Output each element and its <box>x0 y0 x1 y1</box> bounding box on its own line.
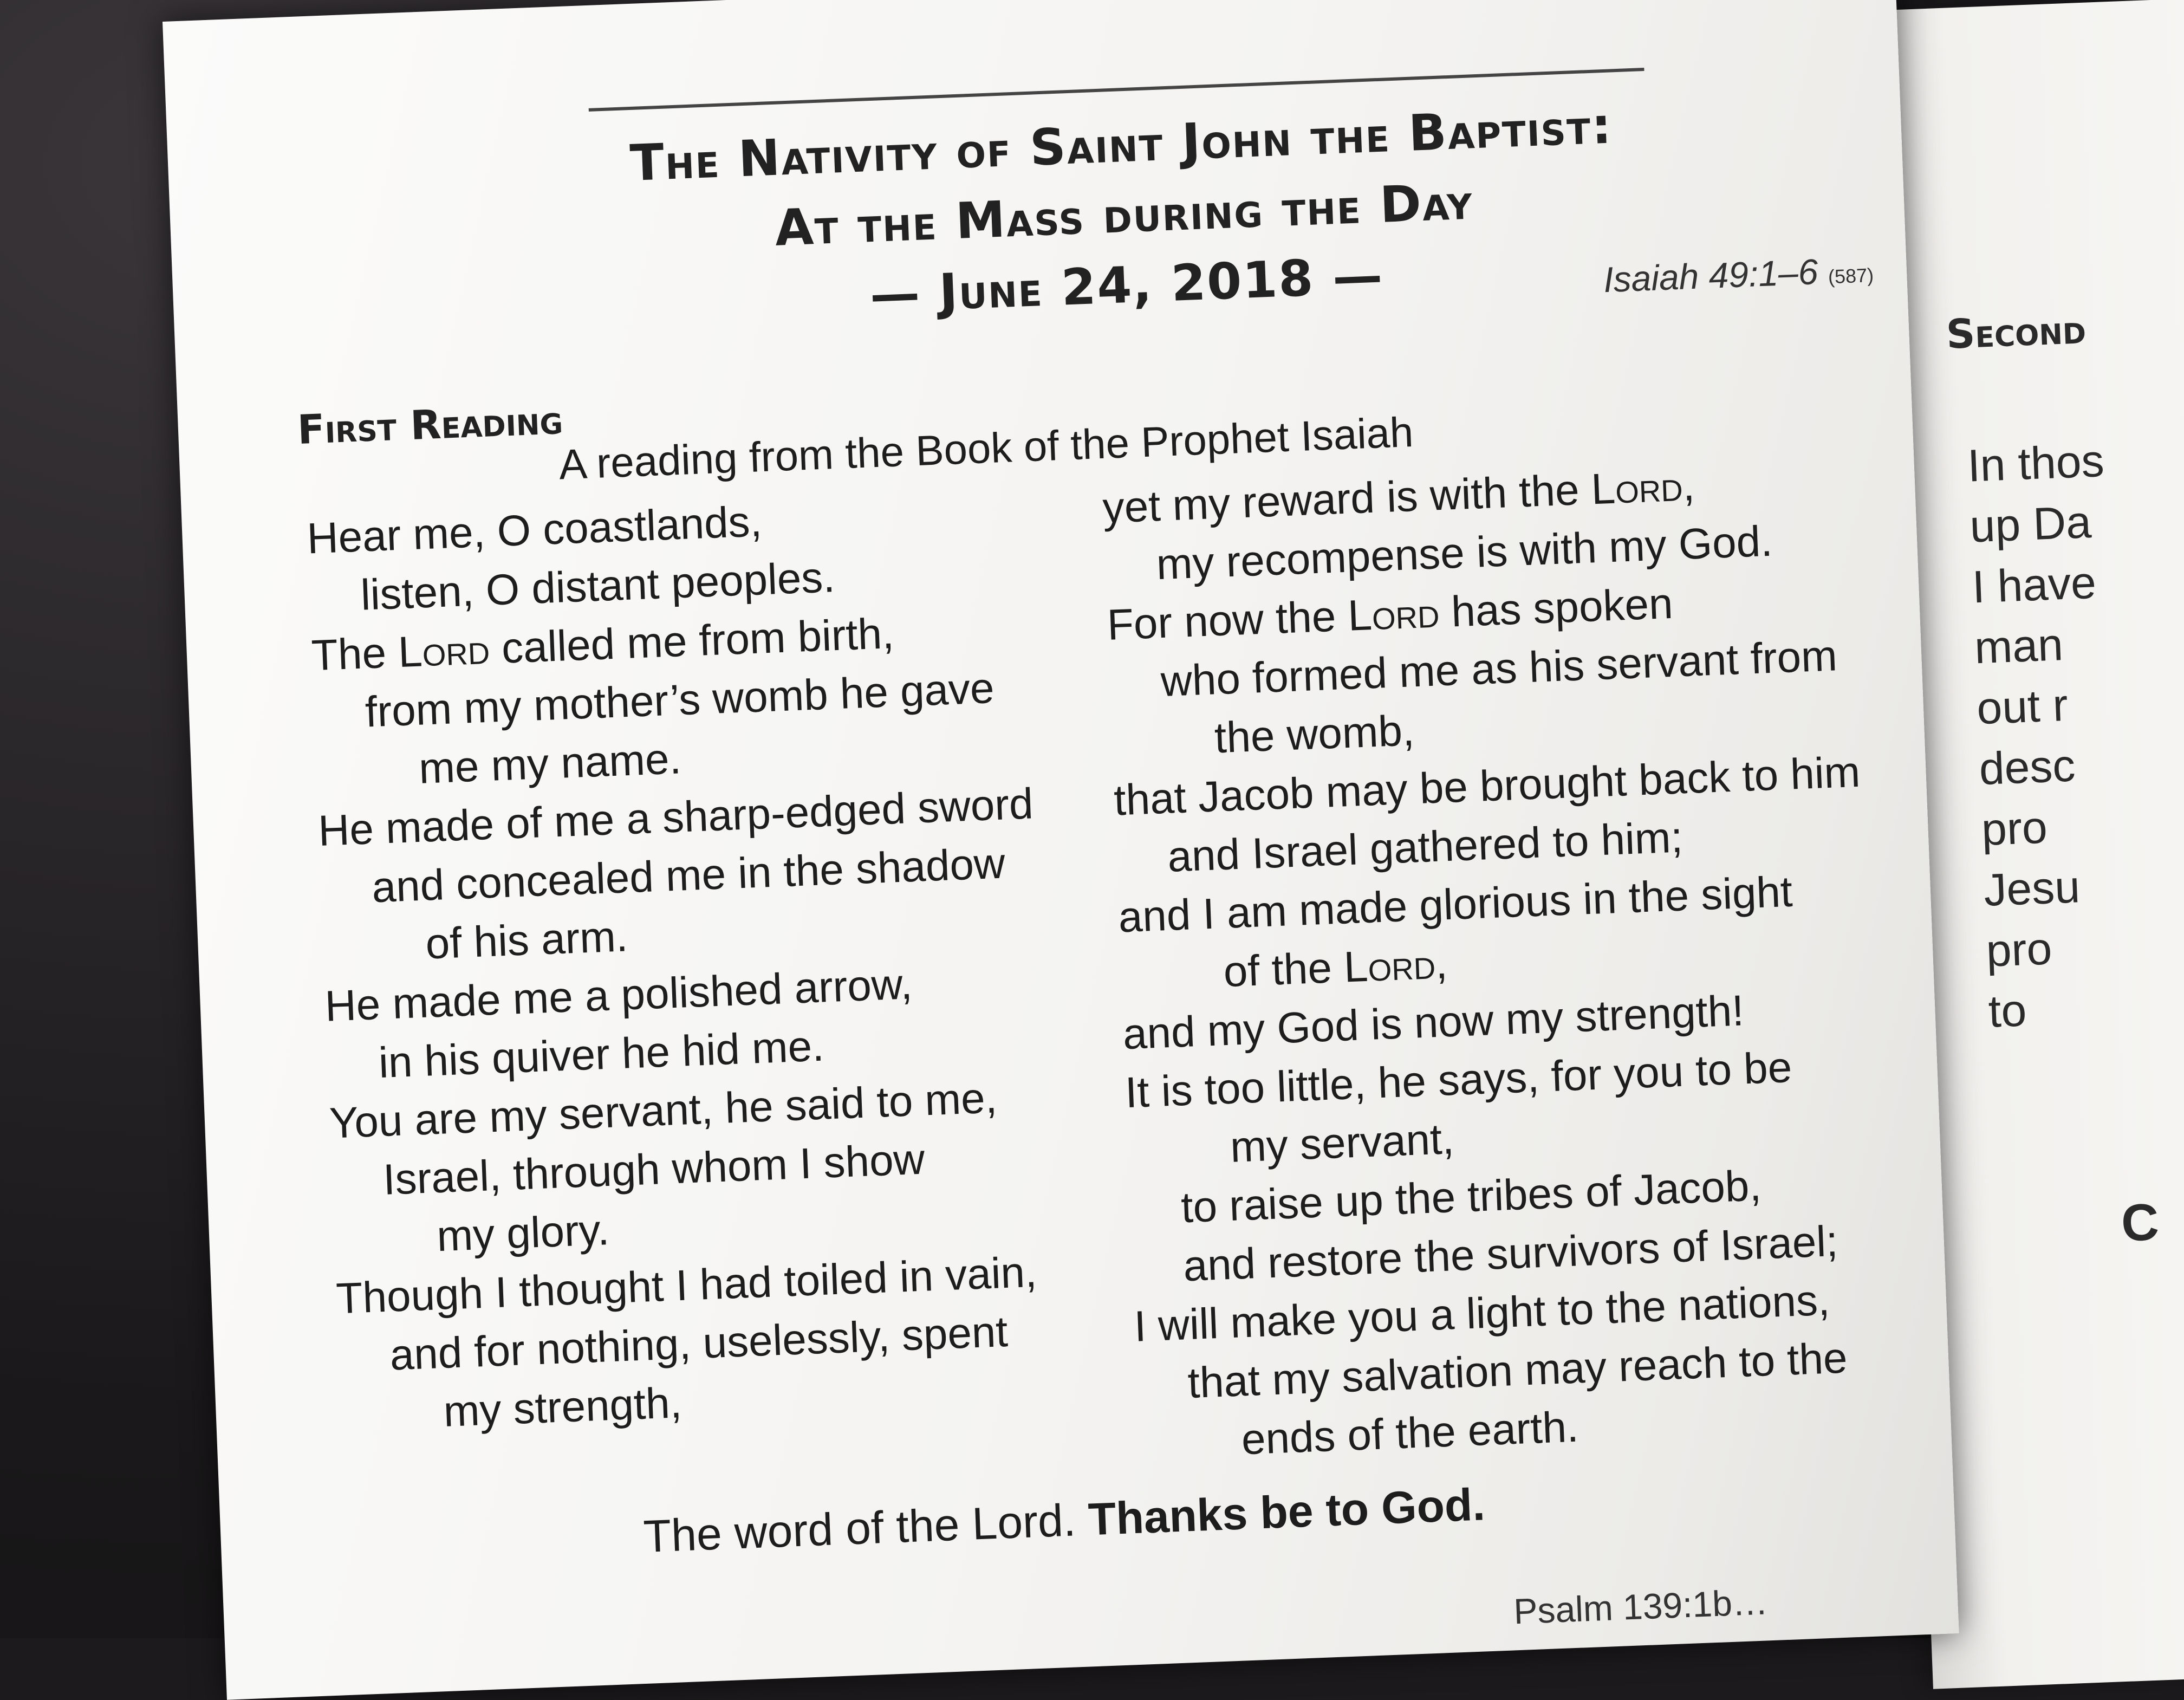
verse-line: I will make you a light to the nations, <box>1133 1275 1831 1351</box>
reference-number: (587) <box>1828 264 1874 288</box>
psalm-reference: Psalm 139:1b… <box>1513 1581 1769 1632</box>
verse-line: and I am made glorious in the sight <box>1117 867 1793 942</box>
right-page-heading: Second <box>1945 306 2087 358</box>
verse-line: Hear me, O coastlands, <box>306 497 763 563</box>
verse-line: It is too little, he says, for you to be <box>1124 1042 1793 1117</box>
title-line-1: The Nativity of Saint John the Baptist: <box>629 96 1614 193</box>
verse-line: that my salvation may reach to the <box>1187 1333 1849 1407</box>
verse-line: and for nothing, uselessly, spent <box>389 1307 1009 1379</box>
right-page-line: pro <box>1985 923 2053 976</box>
right-page-line: In thos <box>1966 434 2105 491</box>
date-line: — June 24, 2018 — <box>868 246 1385 325</box>
verse-line: You are my servant, he said to me, <box>328 1073 998 1147</box>
verse-line: He made me a polished arrow, <box>324 959 913 1030</box>
title-line-2: At the Mass during the Day <box>774 172 1474 257</box>
verse-line: who formed me as his servant from <box>1160 631 1838 706</box>
small-caps-lord: Lord <box>1347 588 1440 640</box>
right-page-line: to <box>1987 984 2027 1037</box>
verse-line: of his arm. <box>424 912 629 968</box>
verse-line: yet my reward is with the Lord, <box>1102 461 1696 532</box>
closing-acclamation <box>642 1478 1486 1563</box>
reading-left-column <box>306 479 1127 1445</box>
right-page-line: pro <box>1980 801 2049 855</box>
verse-line: The Lord called me from birth, <box>310 609 895 680</box>
closing-response: Thanks be to God. <box>1087 1478 1486 1545</box>
verse-line: He made of me a sharp-edged sword <box>317 779 1034 855</box>
verse-line: ends of the earth. <box>1240 1402 1580 1464</box>
verse-line: me my name. <box>418 734 682 793</box>
page-title <box>578 89 1669 341</box>
verse-line: and my God is now my strength! <box>1122 986 1745 1059</box>
verse-line: of the Lord, <box>1223 939 1448 996</box>
citation: Isaiah 49:1–6 <box>1602 251 1819 300</box>
verse-line: the womb, <box>1213 706 1415 762</box>
section-heading: First Reading <box>296 397 564 453</box>
verse-line: that Jacob may be brought back to him <box>1113 747 1861 825</box>
verse-line: my strength, <box>443 1378 683 1436</box>
verse-line: and restore the survivors of Israel; <box>1182 1216 1839 1290</box>
reading-right-column <box>1102 449 1925 1472</box>
verse-line: Though I thought I had toiled in vain, <box>335 1247 1038 1323</box>
right-page-line: I have <box>1971 556 2097 613</box>
small-caps-lord: Lord <box>397 624 491 677</box>
right-page-line: desc <box>1978 739 2076 795</box>
verse-line: in his quiver he hid me. <box>378 1021 825 1087</box>
verse-line: from my mother’s womb he gave <box>364 664 995 736</box>
verse-line: Israel, through whom I show <box>382 1134 926 1204</box>
right-page-fragment: C <box>2120 1193 2160 1253</box>
verse-line: listen, O distant peoples. <box>360 553 836 619</box>
right-page-line: out r <box>1975 679 2069 734</box>
right-page-line: Jesu <box>1982 861 2081 916</box>
right-page-text <box>1966 430 2126 1042</box>
verse-line: my servant, <box>1229 1114 1455 1171</box>
verse-line: my glory. <box>435 1205 610 1261</box>
right-page-line: up Da <box>1968 496 2092 552</box>
closing-line: The word of the Lord. <box>642 1494 1077 1562</box>
missal-page <box>162 0 1959 1700</box>
verse-line: For now the Lord has spoken <box>1106 579 1674 649</box>
reading-intro: A reading from the Book of the Prophet Isaiah <box>558 407 1414 489</box>
verse-line: to raise up the tribes of Jacob, <box>1180 1161 1763 1232</box>
right-page-line: man <box>1973 619 2064 673</box>
verse-line: and Israel gathered to him; <box>1166 813 1684 881</box>
small-caps-lord: Lord <box>1590 461 1684 514</box>
verse-line: and concealed me in the shadow <box>370 839 1006 912</box>
small-caps-lord: Lord <box>1343 939 1436 991</box>
verse-line: my recompense is with my God. <box>1155 516 1773 589</box>
